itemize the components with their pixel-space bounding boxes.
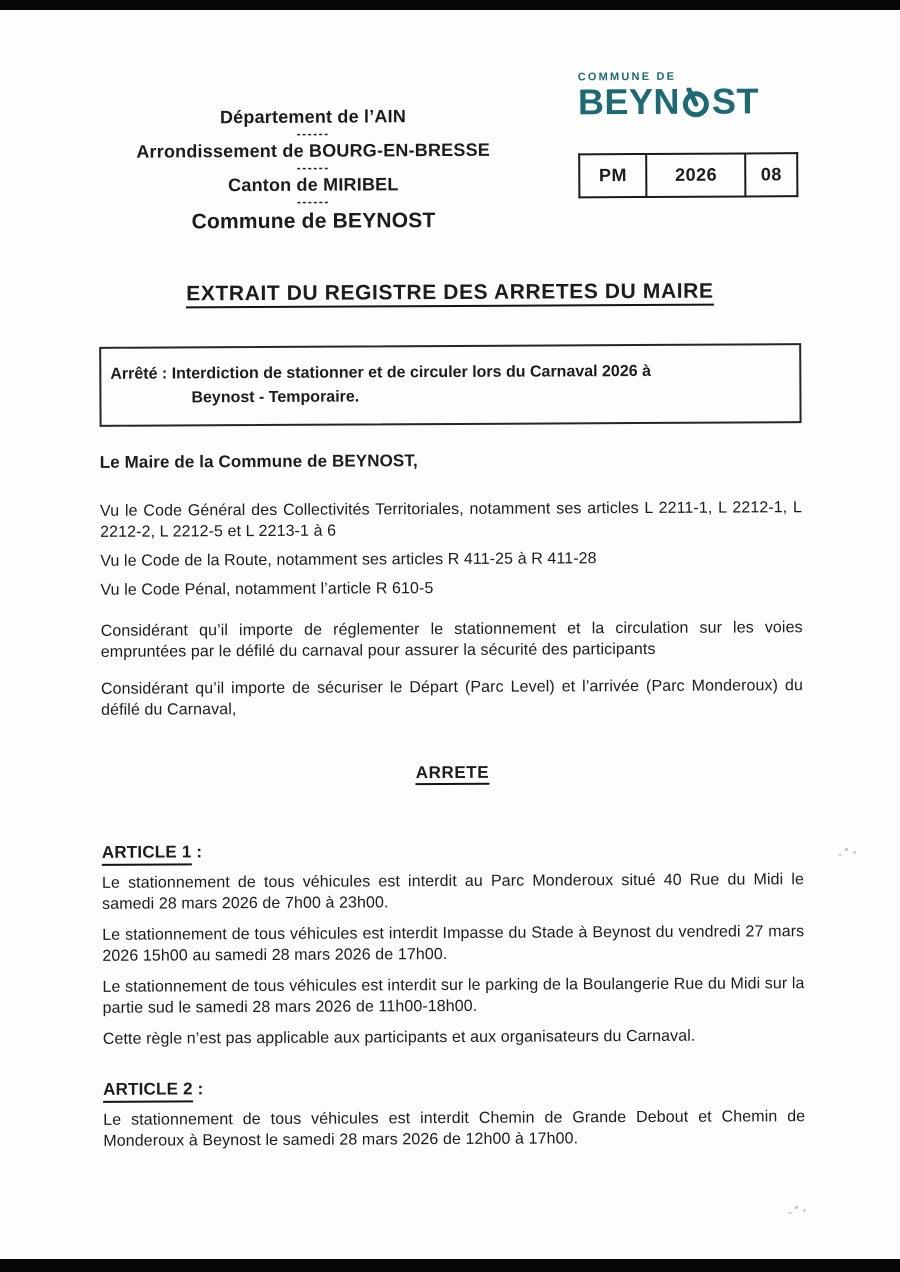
- logo-text-left: BEYN: [577, 80, 681, 123]
- document-content: [0, 70, 900, 1153]
- arrete-heading-text: ARRETE: [416, 763, 490, 785]
- considerant-paragraph: Considérant qu’il importe de sécuriser le Départ (Parc Level) et l’arrivée (Parc Monderoux) du défilé du Carnaval,: [100, 677, 804, 719]
- document-title: [99, 279, 801, 307]
- subject-line-1: [110, 359, 789, 387]
- department-line: Département de l’AIN: [219, 106, 407, 128]
- scan-edge-bottom: [0, 1259, 900, 1272]
- subject-box: [99, 343, 801, 427]
- canton-line: Canton de MIRIBEL: [228, 174, 399, 196]
- ref-cell-year: 2026: [647, 153, 746, 197]
- reference-block: [578, 70, 801, 230]
- subject-label: Arrêté :: [110, 365, 168, 383]
- subject-text: Interdiction de stationner et de circuler lors du Carnaval 2026 à: [171, 362, 651, 383]
- scan-artifact: [795, 1206, 798, 1209]
- logo-commune-de-text: COMMUNE DE: [577, 70, 677, 84]
- separator-dashes: ------: [296, 194, 330, 209]
- ref-cell-pm: PM: [579, 154, 647, 197]
- visa-paragraph: Vu le Code de la Route, notamment ses articles R 411-25 à R 411-28: [100, 550, 597, 570]
- scan-edge-top: [0, 0, 900, 10]
- registry-reference-table: [578, 152, 798, 198]
- logo-beynost-wordmark: [578, 82, 800, 121]
- administrative-header: [98, 72, 529, 233]
- article-paragraph: Le stationnement de tous véhicules est interdit Chemin de Grande Debout et Chemin de Monderoux à Beynost le samedi 28 mars 2026 de 12h00 à 17h00.: [103, 1108, 806, 1150]
- separator-dashes: ------: [296, 160, 330, 175]
- logo-text-right: ST: [711, 80, 760, 122]
- document-body: [0, 70, 900, 1153]
- considerant-paragraph: Considérant qu’il importe de réglementer le stationnement et la circulation sur les voies empruntées par le défilé du carnaval pour assurer la sécurité des participants: [100, 619, 803, 661]
- beynost-logo: [578, 70, 800, 121]
- article-paragraph: Le stationnement de tous véhicules est interdit Impasse du Stade à Beynost du vendredi 27 mars 2026 15h00 au samedi 28 mars 2026 de 17h00.: [102, 923, 805, 965]
- ref-cell-number: 08: [745, 153, 797, 196]
- salutation: Le Maire de la Commune de BEYNOST,: [99, 451, 418, 472]
- visa-paragraph: Vu le Code Pénal, notamment l’article R 610-5: [100, 580, 434, 599]
- article-paragraph: Cette règle n’est pas applicable aux participants et aux organisateurs du Carnaval.: [102, 1027, 696, 1048]
- separator-dashes: ------: [296, 126, 330, 141]
- article-1-heading-colon: :: [191, 842, 203, 862]
- document-header-row: [98, 70, 801, 233]
- arrondissement-line: Arrondissement de BOURG-EN-BRESSE: [136, 139, 491, 162]
- document-title-text: EXTRAIT DU REGISTRE DES ARRETES DU MAIRE: [186, 280, 713, 309]
- arrete-heading: [101, 761, 803, 785]
- article-paragraph: Le stationnement de tous véhicules est interdit sur le parking de la Boulangerie Rue du Midi sur la partie sud le samedi 28 mars 2026 de 11h00-18h00.: [102, 975, 805, 1017]
- article-2-heading-colon: :: [192, 1079, 204, 1099]
- reference-table-row: [579, 153, 797, 197]
- scan-artifact: [845, 848, 848, 851]
- logo-stylized-o-icon: [681, 88, 711, 118]
- visa-paragraph: Vu le Code Général des Collectivités Territoriales, notamment ses articles L 2211-1, L 2212-1, L 2212-2, L 2212-5 et L 2213-1 à 6: [99, 499, 803, 541]
- article-2-heading: [103, 1076, 805, 1100]
- subject-line-2: Beynost - Temporaire.: [191, 388, 360, 407]
- article-1-heading-text: ARTICLE 1: [102, 842, 192, 865]
- article-paragraph: Le stationnement de tous véhicules est interdit au Parc Monderoux situé 40 Rue du Midi le samedi 28 mars 2026 de 7h00 à 23h00.: [101, 871, 805, 913]
- article-1-heading: [102, 839, 804, 863]
- article-2-heading-text: ARTICLE 2: [103, 1079, 193, 1102]
- commune-line: Commune de BEYNOST: [191, 209, 436, 234]
